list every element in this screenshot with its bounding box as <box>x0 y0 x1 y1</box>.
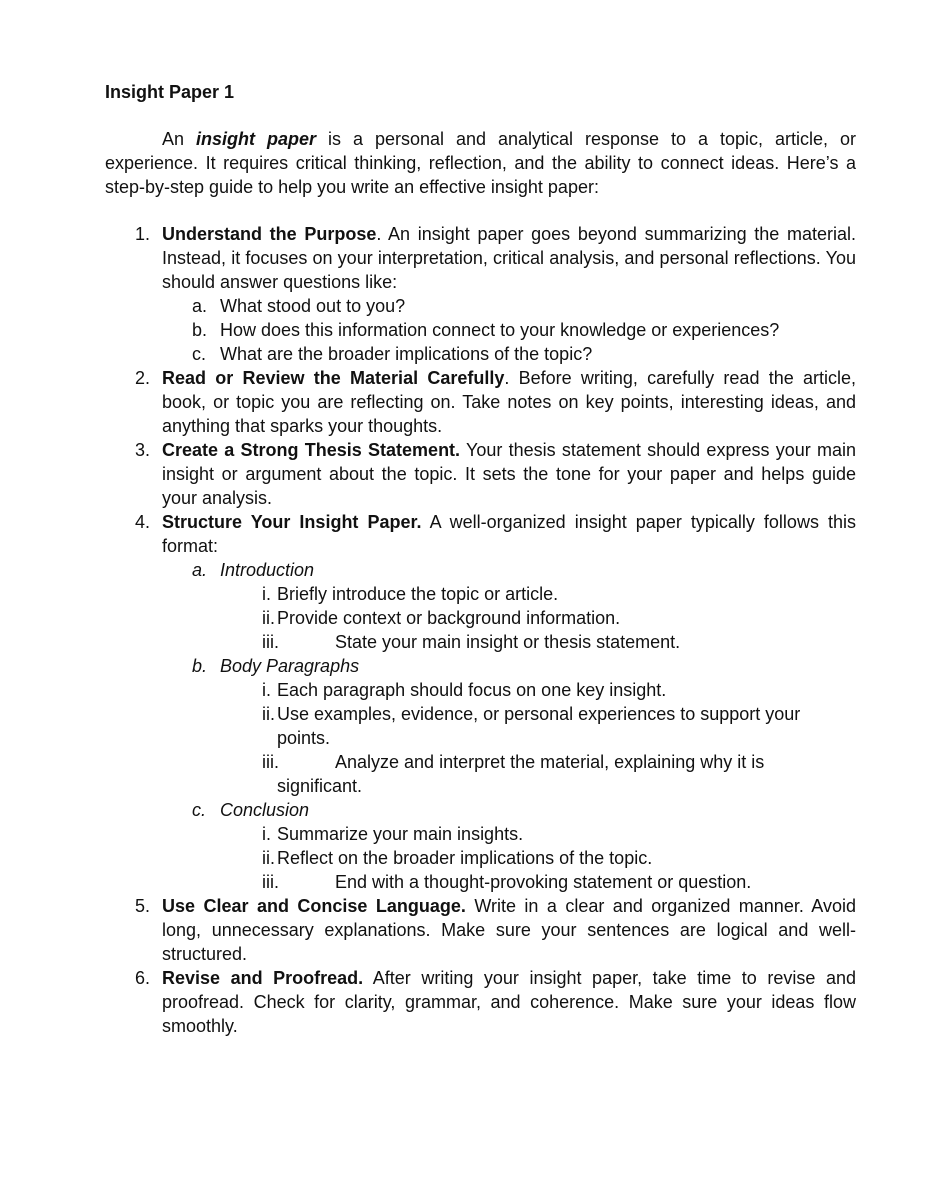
sub-item <box>105 294 856 318</box>
step-heading: Use Clear and Concise Language. <box>162 896 466 916</box>
point-item <box>105 750 856 798</box>
point-item <box>105 870 856 894</box>
step-text: A well-organized insight paper typically follows this format: <box>162 512 856 556</box>
point-marker: iii. <box>262 632 279 652</box>
sub-marker: a. <box>192 296 208 316</box>
section-heading <box>105 798 856 822</box>
point-text: Analyze and interpret the material, explaining why it is <box>335 752 765 772</box>
point-text: State your main insight or thesis statement. <box>335 632 681 652</box>
point-marker: i. <box>262 584 271 604</box>
section-label: Introduction <box>220 560 315 580</box>
step-number: 5. <box>135 896 151 916</box>
step-number: 4. <box>135 512 151 532</box>
step-item <box>105 222 856 294</box>
step-text: Write in a clear and organized manner. Avoid long, unnecessary explanations. Make sure your sentences are logical and well-structured. <box>162 896 856 964</box>
sub-marker: c. <box>192 344 207 364</box>
point-text: Summarize your main insights. <box>277 824 524 844</box>
point-text: Reflect on the broader implications of the topic. <box>277 848 653 868</box>
point-marker: i. <box>262 824 271 844</box>
point-continuation: points. <box>277 728 331 748</box>
intro-prefix: An <box>162 129 196 149</box>
step-heading: Understand the Purpose <box>162 224 377 244</box>
document-title: Insight Paper 1 <box>105 82 235 102</box>
point-item <box>105 822 856 846</box>
step-number: 2. <box>135 368 151 388</box>
point-text: Briefly introduce the topic or article. <box>277 584 559 604</box>
step-text: After writing your insight paper, take time to revise and proofread. Check for clarity, grammar, and coherence. Make sure your ideas flow smoothly. <box>162 968 856 1036</box>
step-text: . Before writing, carefully read the article, book, or topic you are reflecting on. Take notes on key points, interesting ideas, and anything that sparks your thoughts. <box>162 368 856 436</box>
step-item <box>105 438 856 510</box>
step-text: . An insight paper goes beyond summarizing the material. Instead, it focuses on your interpretation, critical analysis, and personal reflections. You should answer questions like: <box>162 224 856 292</box>
point-marker: i. <box>262 680 271 700</box>
sub-text: What stood out to you? <box>220 296 406 316</box>
section-marker: c. <box>192 800 207 820</box>
section-heading <box>105 654 856 678</box>
step-item <box>105 966 856 1038</box>
section-marker: a. <box>192 560 208 580</box>
point-marker: iii. <box>262 872 279 892</box>
section-heading <box>105 558 856 582</box>
steps-list <box>105 222 856 1038</box>
step-number: 6. <box>135 968 151 988</box>
point-marker: ii. <box>262 608 275 628</box>
intro-text: is a personal and analytical response to a topic, article, or experience. It requires critical thinking, reflection, and the ability to connect ideas. Here’s a step-by-step guide to help you write an effective insight paper: <box>105 129 856 197</box>
step-text: Your thesis statement should express your main insight or argument about the topic. It sets the tone for your paper and helps guide your analysis. <box>162 440 856 508</box>
step-heading: Read or Review the Material Carefully <box>162 368 505 388</box>
point-text: End with a thought-provoking statement or question. <box>335 872 752 892</box>
step-heading: Create a Strong Thesis Statement. <box>162 440 461 460</box>
point-item <box>105 606 856 630</box>
point-item <box>105 582 856 606</box>
step-item <box>105 894 856 966</box>
step-number: 1. <box>135 224 151 244</box>
intro-term: insight paper <box>196 129 316 149</box>
step-item <box>105 366 856 438</box>
step-item <box>105 510 856 558</box>
sub-marker: b. <box>192 320 208 340</box>
intro-paragraph <box>105 127 856 199</box>
point-item <box>105 702 856 750</box>
point-marker: ii. <box>262 704 275 724</box>
point-text: Each paragraph should focus on one key insight. <box>277 680 667 700</box>
point-item <box>105 846 856 870</box>
point-text: Provide context or background information. <box>277 608 621 628</box>
sub-text: What are the broader implications of the topic? <box>220 344 593 364</box>
section-marker: b. <box>192 656 208 676</box>
step-heading: Revise and Proofread. <box>162 968 364 988</box>
point-item <box>105 678 856 702</box>
point-text: Use examples, evidence, or personal experiences to support your <box>277 704 801 724</box>
section-label: Body Paragraphs <box>220 656 360 676</box>
point-continuation: significant. <box>277 776 363 796</box>
sub-text: How does this information connect to your knowledge or experiences? <box>220 320 780 340</box>
point-marker: iii. <box>262 752 279 772</box>
sub-item <box>105 318 856 342</box>
section-label: Conclusion <box>220 800 310 820</box>
point-item <box>105 630 856 654</box>
point-marker: ii. <box>262 848 275 868</box>
step-number: 3. <box>135 440 151 460</box>
sub-item <box>105 342 856 366</box>
step-heading: Structure Your Insight Paper. <box>162 512 422 532</box>
